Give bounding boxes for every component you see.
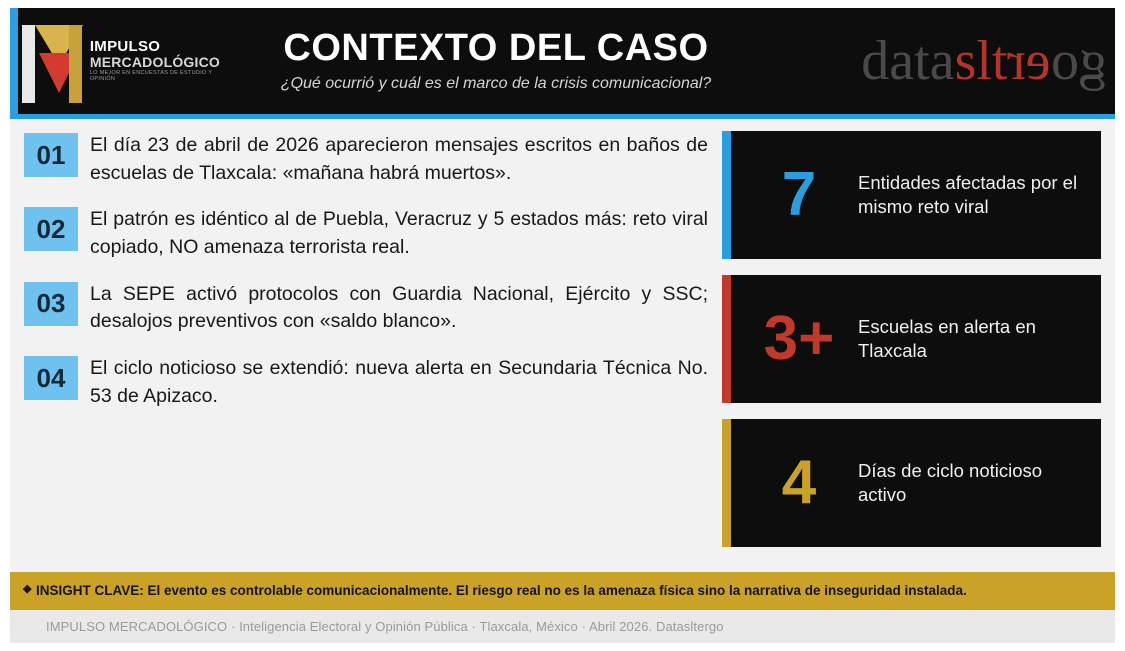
list-item — [24, 205, 708, 261]
stats-panel — [714, 131, 1101, 559]
stat-card — [722, 131, 1101, 259]
point-number-badge: 01 — [24, 133, 78, 177]
impulso-logo-icon — [22, 19, 82, 103]
point-text: El día 23 de abril de 2026 aparecieron mensajes escritos en baños de escuelas de Tlaxcala: «mañana habrá muertos». — [90, 134, 708, 184]
point-text: El ciclo noticioso se extendió: nueva alerta en Secundaria Técnica No. 53 de Apizaco. — [90, 357, 708, 407]
slide-canvas — [10, 8, 1115, 643]
point-text: El patrón es idéntico al de Puebla, Veracruz y 5 estados más: reto viral copiado, NO amenaza terrorista real. — [90, 208, 708, 259]
logo-line-1: IMPULSO — [89, 38, 161, 56]
list-item — [24, 280, 708, 336]
stat-accent-bar — [722, 419, 731, 547]
stat-label: Escuelas en alerta en Tlaxcala — [858, 315, 1036, 361]
page-subtitle: ¿Qué ocurrió y cuál es el marco de la crisis comunicacional? — [280, 75, 712, 93]
brand-wordmark — [762, 30, 1115, 92]
slide-footer — [10, 610, 1115, 643]
stat-value: 7 — [781, 160, 817, 229]
wordmark-part-1: data — [861, 30, 955, 92]
stat-label: Entidades afectadas por el mismo reto viral — [858, 171, 1078, 217]
wordmark-part-2: slt — [954, 30, 1008, 92]
list-item — [24, 131, 708, 187]
slide-body — [10, 119, 1115, 559]
header-titles — [220, 26, 762, 94]
diamond-icon: ◆ — [23, 583, 32, 596]
logo-line-2: MERCADOLÓGICO — [89, 53, 220, 70]
point-number-badge: 02 — [24, 207, 78, 251]
key-points-list — [24, 131, 714, 559]
stat-accent-bar — [722, 131, 731, 259]
stat-card — [722, 275, 1101, 403]
page-title: CONTEXTO DEL CASO — [283, 26, 709, 69]
insight-banner — [10, 572, 1115, 610]
point-text: La SEPE activó protocolos con Guardia Nacional, Ejército y SSC; desalojos preventivos con «saldo blanco». — [90, 282, 708, 333]
insight-text: INSIGHT CLAVE: El evento es controlable comunicacionalmente. El riesgo real no es la amenaza física sino la narrativa de inseguridad instalada. — [36, 583, 967, 599]
list-item — [24, 354, 708, 410]
stat-card — [722, 419, 1101, 547]
stat-accent-bar — [722, 275, 731, 403]
logo-line-3: LO MEJOR EN ENCUESTAS DE ESTUDIO Y OPINIÓN — [89, 70, 213, 83]
stat-value: 3+ — [763, 304, 835, 373]
wordmark-part-3: er — [1007, 30, 1051, 92]
wordmark-part-4: go — [1051, 30, 1107, 92]
slide-header — [10, 8, 1115, 114]
company-logo — [10, 8, 220, 114]
stat-value: 4 — [781, 448, 817, 517]
footer-text: IMPULSO MERCADOLÓGICO · Inteligencia Electoral y Opinión Pública · Tlaxcala, México · Abril 2026. Datasltergo — [46, 619, 724, 634]
point-number-badge: 03 — [24, 282, 78, 326]
logo-text — [90, 39, 220, 83]
stat-label: Días de ciclo noticioso activo — [858, 459, 1043, 505]
point-number-badge: 04 — [24, 356, 78, 400]
